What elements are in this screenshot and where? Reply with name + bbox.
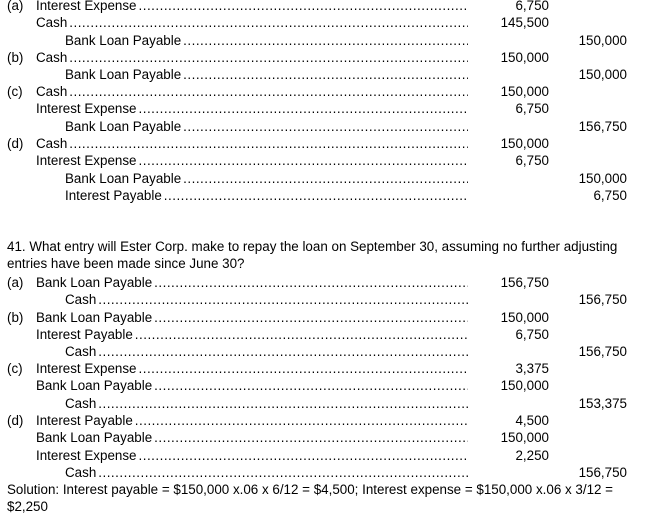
account-cell bbox=[65, 170, 468, 187]
journal-line bbox=[0, 343, 650, 360]
account-cell bbox=[36, 152, 468, 169]
journal-line bbox=[0, 187, 650, 204]
account-name: Interest Payable bbox=[65, 188, 162, 203]
journal-line bbox=[0, 464, 650, 481]
debit-amount: 145,500 bbox=[500, 15, 549, 30]
option-letter: (a) bbox=[7, 275, 24, 290]
account-name: Cash bbox=[36, 84, 68, 99]
account-cell bbox=[36, 14, 468, 31]
solution-text: Solution: Interest payable = $150,000 x.06 x 6/12 = $4,500; Interest expense = $150,000 x.06 x 3/12 = $2,250 bbox=[7, 482, 613, 514]
account-name: Cash bbox=[36, 136, 68, 151]
account-cell bbox=[65, 291, 468, 308]
debit-amount: 150,000 bbox=[500, 84, 549, 99]
credit-amount: 156,750 bbox=[578, 119, 627, 134]
account-cell bbox=[36, 83, 468, 100]
account-cell bbox=[65, 395, 468, 412]
journal-line bbox=[0, 360, 650, 377]
account-cell bbox=[65, 32, 468, 49]
credit-amount: 156,750 bbox=[578, 292, 627, 307]
account-name: Cash bbox=[65, 292, 97, 307]
debit-amount: 6,750 bbox=[515, 327, 549, 342]
journal-line bbox=[0, 170, 650, 187]
credit-amount: 150,000 bbox=[578, 171, 627, 186]
debit-amount: 150,000 bbox=[500, 50, 549, 65]
credit-amount: 156,750 bbox=[578, 344, 627, 359]
account-name: Bank Loan Payable bbox=[65, 171, 182, 186]
option-letter: (d) bbox=[7, 413, 24, 428]
account-cell bbox=[36, 360, 468, 377]
journal-line bbox=[0, 0, 650, 14]
journal-line bbox=[0, 14, 650, 31]
account-name: Bank Loan Payable bbox=[65, 33, 182, 48]
option-letter: (b) bbox=[7, 50, 24, 65]
account-cell bbox=[36, 326, 468, 343]
account-name: Interest Expense bbox=[36, 101, 137, 116]
journal-line bbox=[0, 83, 650, 100]
account-name: Bank Loan Payable bbox=[36, 275, 153, 290]
option-letter: (c) bbox=[7, 84, 23, 99]
credit-amount: 150,000 bbox=[578, 33, 627, 48]
account-name: Cash bbox=[65, 465, 97, 480]
account-cell bbox=[36, 412, 468, 429]
debit-amount: 150,000 bbox=[500, 136, 549, 151]
account-name: Bank Loan Payable bbox=[65, 67, 182, 82]
credit-amount: 6,750 bbox=[593, 188, 627, 203]
journal-line bbox=[0, 447, 650, 464]
credit-amount: 153,375 bbox=[578, 396, 627, 411]
option-letter: (a) bbox=[7, 0, 24, 13]
journal-line bbox=[0, 100, 650, 117]
account-name: Interest Expense bbox=[36, 448, 137, 463]
journal-line bbox=[0, 49, 650, 66]
journal-line bbox=[0, 309, 650, 326]
debit-amount: 6,750 bbox=[515, 101, 549, 116]
account-name: Cash bbox=[36, 15, 68, 30]
account-cell bbox=[65, 464, 468, 481]
option-letter: (b) bbox=[7, 310, 24, 325]
journal-line bbox=[0, 429, 650, 446]
account-cell bbox=[36, 429, 468, 446]
account-name: Bank Loan Payable bbox=[36, 430, 153, 445]
journal-line bbox=[0, 326, 650, 343]
account-name: Bank Loan Payable bbox=[36, 310, 153, 325]
debit-amount: 6,750 bbox=[515, 153, 549, 168]
account-cell bbox=[36, 0, 468, 14]
account-name: Interest Payable bbox=[36, 327, 133, 342]
account-cell bbox=[65, 343, 468, 360]
account-cell bbox=[36, 309, 468, 326]
debit-amount: 150,000 bbox=[500, 430, 549, 445]
account-name: Interest Expense bbox=[36, 153, 137, 168]
journal-line bbox=[0, 395, 650, 412]
account-cell bbox=[65, 66, 468, 83]
debit-amount: 150,000 bbox=[500, 310, 549, 325]
account-name: Cash bbox=[65, 396, 97, 411]
account-cell bbox=[65, 118, 468, 135]
journal-line bbox=[0, 377, 650, 394]
credit-amount: 156,750 bbox=[578, 465, 627, 480]
account-cell bbox=[36, 49, 468, 66]
debit-amount: 156,750 bbox=[500, 275, 549, 290]
account-cell bbox=[36, 447, 468, 464]
journal-line bbox=[0, 152, 650, 169]
account-name: Cash bbox=[36, 50, 68, 65]
account-name: Bank Loan Payable bbox=[36, 378, 153, 393]
account-cell bbox=[36, 135, 468, 152]
account-name: Cash bbox=[65, 344, 97, 359]
account-name: Interest Payable bbox=[36, 413, 133, 428]
journal-line bbox=[0, 291, 650, 308]
journal-line bbox=[0, 118, 650, 135]
account-name: Interest Expense bbox=[36, 0, 137, 13]
option-letter: (d) bbox=[7, 136, 24, 151]
journal-line bbox=[0, 412, 650, 429]
account-cell bbox=[36, 274, 468, 291]
account-cell bbox=[36, 377, 468, 394]
journal-line bbox=[0, 135, 650, 152]
journal-line bbox=[0, 32, 650, 49]
account-name: Bank Loan Payable bbox=[65, 119, 182, 134]
debit-amount: 6,750 bbox=[515, 0, 549, 13]
debit-amount: 2,250 bbox=[515, 448, 549, 463]
journal-line bbox=[0, 66, 650, 83]
question-text: 41. What entry will Ester Corp. make to repay the loan on September 30, assuming no further adjusting entries have been made since June 30? bbox=[7, 239, 618, 271]
debit-amount: 3,375 bbox=[515, 361, 549, 376]
option-letter: (c) bbox=[7, 361, 23, 376]
debit-amount: 150,000 bbox=[500, 378, 549, 393]
account-name: Interest Expense bbox=[36, 361, 137, 376]
account-cell bbox=[65, 187, 468, 204]
credit-amount: 150,000 bbox=[578, 67, 627, 82]
account-cell bbox=[36, 100, 468, 117]
journal-line bbox=[0, 274, 650, 291]
debit-amount: 4,500 bbox=[515, 413, 549, 428]
